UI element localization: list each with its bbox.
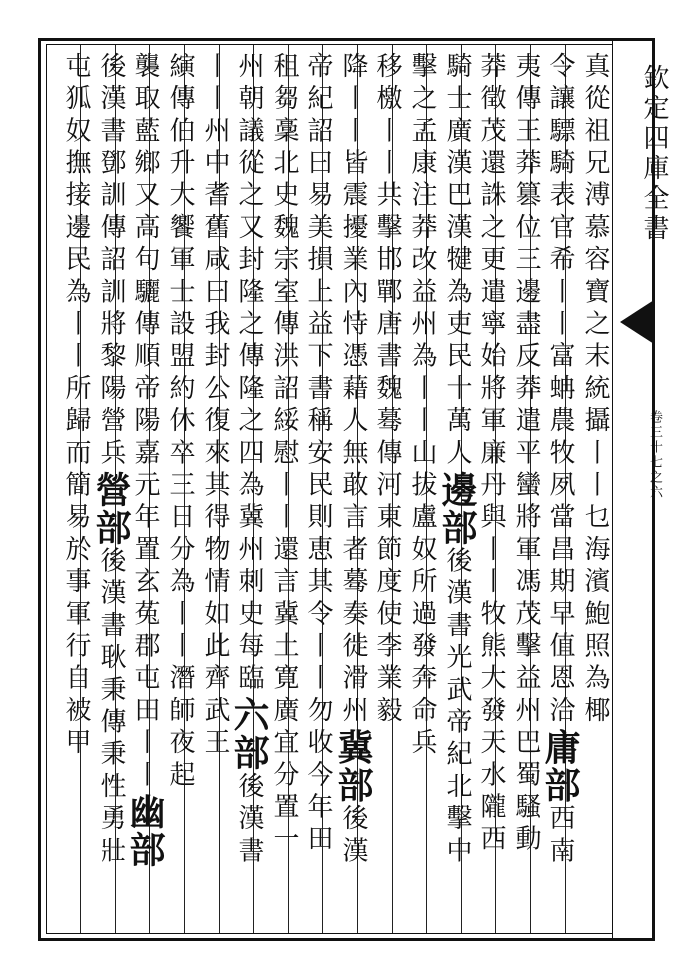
text-column: 屯狐奴撫接邊民為丨丨所歸而簡易於事軍行自被甲	[61, 52, 91, 761]
heading-yong-bu: 庸部	[539, 728, 581, 805]
heading-you-bu: 幽部	[124, 792, 166, 869]
text-column: 後漢書鄧訓傳詔訓將黎陽營兵營部後漢書耿秉傳秉性勇壯	[90, 52, 132, 869]
text-column: 騎士廣漢巴漢犍為吏民十萬人邊部後漢書光武帝紀北擊中	[436, 52, 478, 869]
banxin-juan-label: 卷三十七之六	[647, 410, 662, 500]
text-column: 租芻稾北史魏宗室傳洪詔綏慰丨丨還言冀土寛廣宜分置一	[269, 52, 299, 857]
text-column: 州朝議從之又封隆之傳隆之四為冀州刺史每臨六部後漢書	[228, 52, 270, 869]
fish-tail-mark	[620, 300, 654, 344]
banxin-title: 欽定四庫全書	[639, 64, 669, 244]
text-column: 降丨丨皆震擾業內恃憑藉人無敢言者蓦奏徙滑州冀部後漢	[332, 52, 374, 869]
text-column: 擊之孟康注莽改益州為丨丨山拔盧奴所過發奔命兵	[407, 52, 437, 761]
text-column: 莽徵茂還誅之更遣寧始將軍廉丹與丨丨牧熊大發天水隴西	[476, 52, 506, 857]
text-column: 帝紀詔曰易美損上益下書稱安民則恵其令丨丨勿收今年田	[303, 52, 333, 857]
text-column: 真從祖兄溥慕容寶之末統攝丨丨乜海濱鮑照為椰	[580, 52, 610, 729]
heading-bian-bu: 邊部	[436, 470, 478, 547]
heading-liu-bu: 六部	[228, 696, 270, 772]
text-column: 移檄丨丨共擊邯鄲唐書魏蓦傳河東節度使李業毅	[372, 52, 402, 729]
text-column: 襲取藍鄉又高句驪傳順帝陽嘉元年置玄菟郡屯田丨丨幽部	[124, 52, 166, 869]
text-column: 丨丨州中耆舊咸曰我封公復來其得物情如此齊武王	[200, 52, 230, 761]
text-column: 夷傳王莽篡位三邊盡反莽遣平蠻將軍馮茂擊益州巴蜀騷動	[511, 52, 541, 857]
text-column: 令讓驃騎表官希丨丨富蚺農牧夙當昌期早值恩洽庸部西南	[539, 52, 581, 869]
text-column: 縯傳伯升大饗軍士設盟約休卒三日分為丨丨潛師夜起	[165, 52, 195, 793]
heading-ying-bu: 營部	[90, 470, 132, 547]
heading-ji-bu: 冀部	[332, 728, 374, 805]
